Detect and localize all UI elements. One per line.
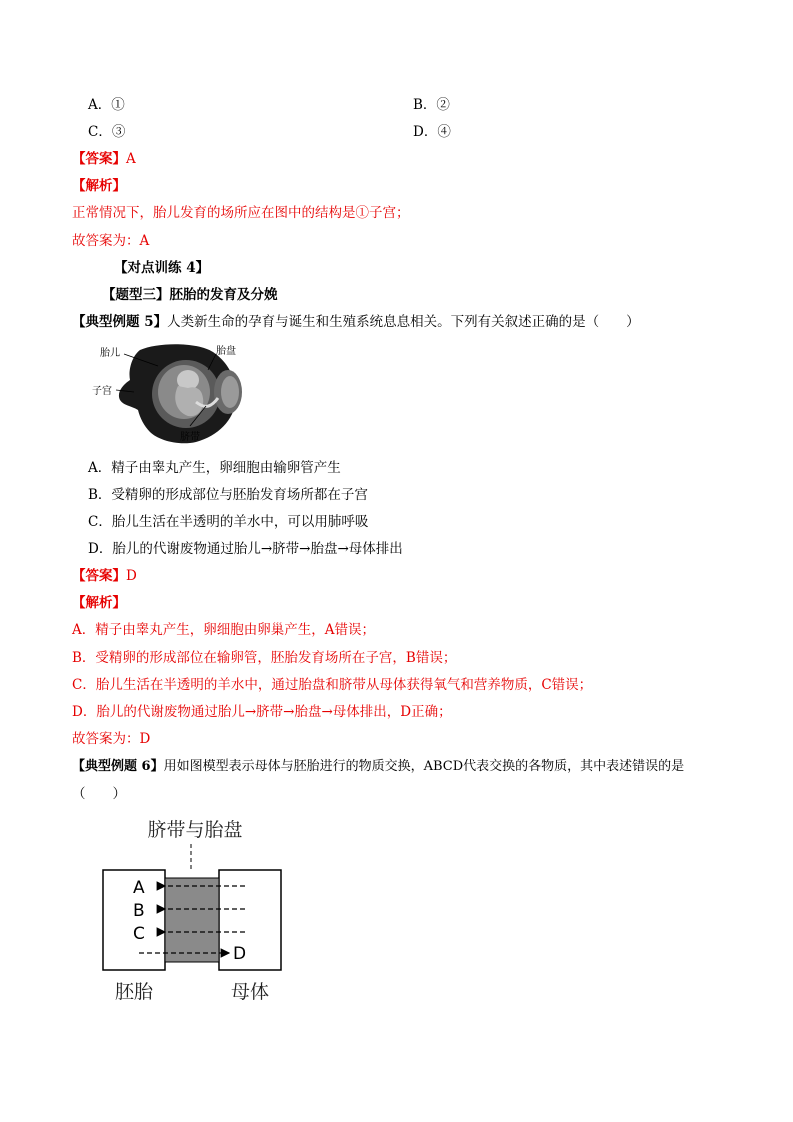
figure-label-placenta: 胎盘	[216, 346, 236, 357]
topic-label: 【题型三】	[102, 287, 170, 303]
letter-a: A	[133, 878, 145, 898]
letter-b: B	[133, 901, 145, 921]
q5-analysis-line-d: D．胎儿的代谢废物通过胎儿→脐带→胎盘→母体排出，D正确；	[72, 704, 452, 720]
figure-label-cord: 脐带	[180, 432, 200, 443]
option-c: C．③	[88, 124, 126, 140]
q6-label: 【典型例题 6】	[72, 759, 164, 774]
option-b: B．②	[413, 97, 450, 113]
answer-value: D	[126, 568, 137, 584]
q4-answer	[72, 149, 136, 169]
label-cord-placenta: 脐带与胎盘	[147, 819, 243, 841]
q5-conclusion: 故答案为：D	[72, 731, 151, 747]
q5-analysis-line-c: C．胎儿生活在半透明的羊水中，通过胎盘和脐带从母体获得氧气和营养物质，C错误；	[72, 677, 593, 693]
q6-stem-line1: 用如图模型表示母体与胚胎进行的物质交换，ABCD代表交换的各物质，其中表述错误的是	[163, 759, 685, 774]
answer-label: 【答案】	[72, 151, 126, 167]
q5-option-a: A．精子由睾丸产生，卵细胞由输卵管产生	[88, 460, 341, 476]
answer-label: 【答案】	[72, 568, 126, 584]
label-embryo: 胚胎	[114, 981, 154, 1003]
answer-value: A	[126, 151, 136, 167]
topic-title: 胚胎的发育及分娩	[169, 287, 278, 303]
q5-option-b: B．受精卵的形成部位与胚胎发育场所都在子宫	[88, 487, 368, 503]
label-mother: 母体	[230, 981, 270, 1003]
q6-stem-line2: （ ）	[72, 786, 126, 802]
q5-analysis-label: 【解析】	[72, 595, 126, 611]
option-a: A．①	[88, 97, 125, 113]
q5-option-c: C．胎儿生活在半透明的羊水中，可以用肺呼吸	[88, 514, 369, 530]
q5-option-d: D．胎儿的代谢废物通过胎儿→脐带→胎盘→母体排出	[88, 541, 403, 557]
letter-d: D	[233, 944, 247, 964]
q5-analysis-line-b: B．受精卵的形成部位在输卵管，胚胎发育场所在子宫，B错误；	[72, 650, 457, 666]
letter-c: C	[133, 924, 145, 944]
figure-label-fetus: 胎儿	[100, 348, 120, 359]
q5-answer	[72, 566, 137, 586]
q4-analysis-label: 【解析】	[72, 178, 126, 194]
exchange-diagram	[95, 812, 295, 1007]
q5-stem-text: 人类新生命的孕育与诞生和生殖系统息息相关。下列有关叙述正确的是（ ）	[167, 314, 640, 330]
placenta-band	[165, 878, 219, 962]
q5-analysis-line-a: A．精子由睾丸产生，卵细胞由卵巢产生，A错误；	[72, 622, 375, 638]
topic-heading	[102, 285, 278, 305]
placenta-inner	[221, 376, 239, 408]
q4-conclusion: 故答案为：A	[72, 233, 150, 249]
q5-stem	[72, 312, 640, 332]
q6-stem	[72, 757, 684, 777]
mother-box	[219, 870, 281, 970]
practice-heading: 【对点训练 4】	[114, 260, 210, 276]
q5-label: 【典型例题 5】	[72, 314, 168, 330]
figure-label-uterus: 子宫	[92, 386, 112, 397]
option-d: D．④	[413, 124, 451, 140]
uterus-fetus-figure	[88, 340, 260, 448]
q4-analysis-text: 正常情况下，胎儿发育的场所应在图中的结构是①子宫；	[72, 205, 410, 221]
